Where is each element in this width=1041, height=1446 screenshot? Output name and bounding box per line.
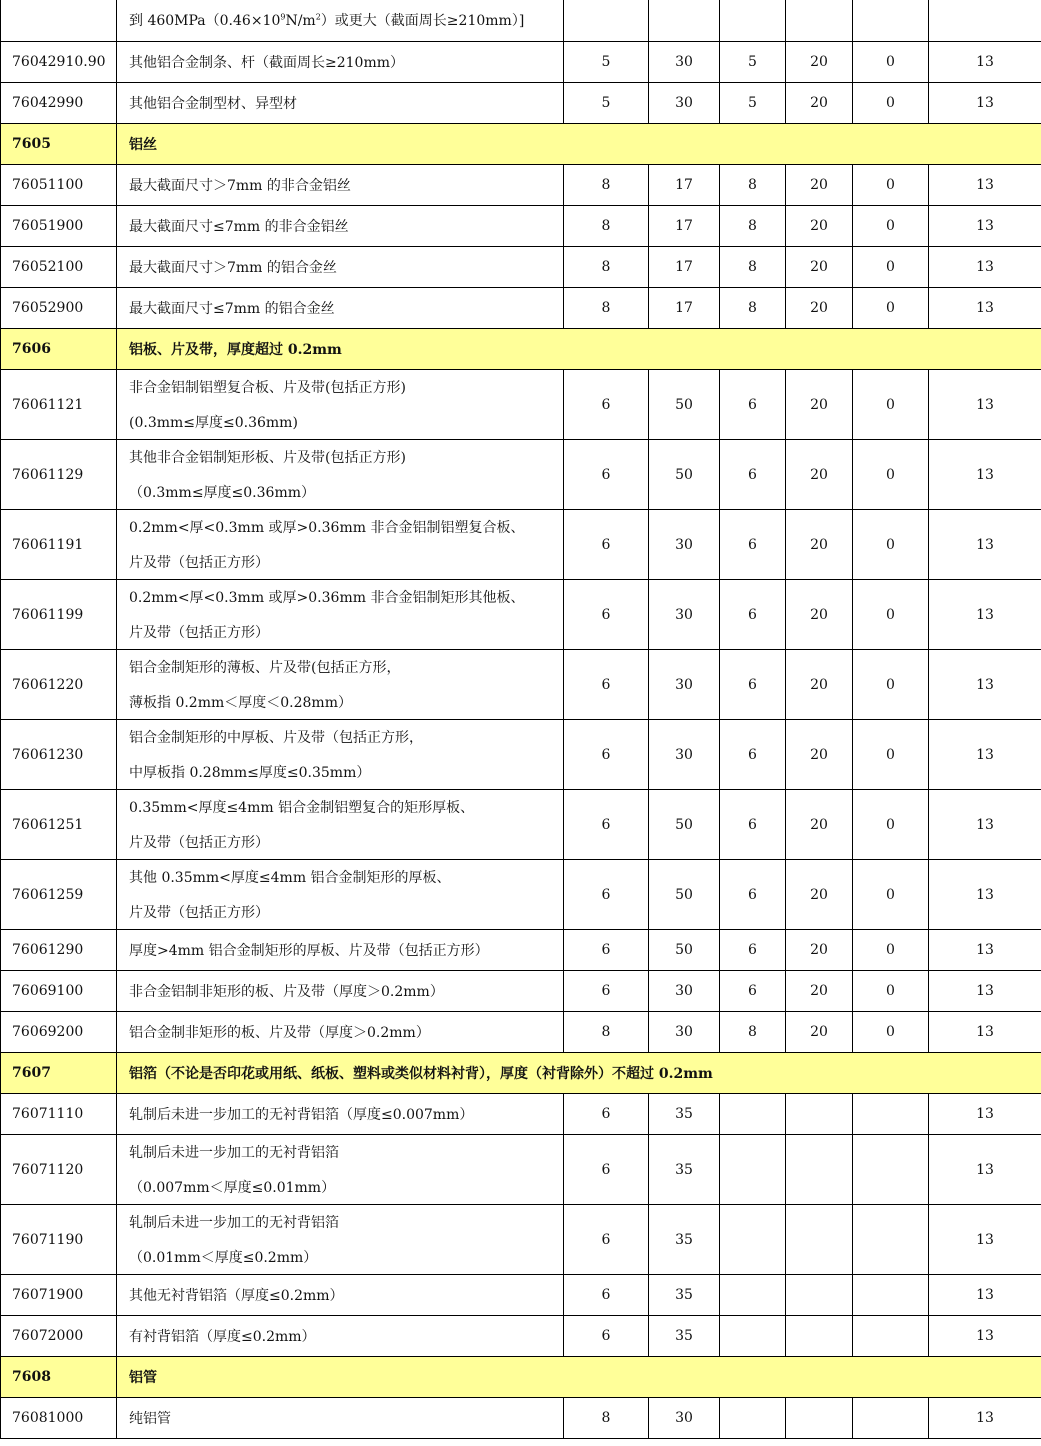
description-line: 铝板、片及带，厚度超过 0.2mm <box>129 342 342 358</box>
description-line: 铝丝 <box>129 137 157 153</box>
rate-cell: 5 <box>564 42 649 83</box>
table-row <box>1 42 1041 83</box>
rate-cell: 13 <box>929 165 1041 206</box>
hs-code-cell: 76061121 <box>1 370 117 440</box>
hs-code-cell: 76081000 <box>1 1398 117 1439</box>
rate-cell: 13 <box>929 1094 1041 1135</box>
rate-cell: 17 <box>649 165 720 206</box>
table-row <box>1 165 1041 206</box>
rate-cell: 30 <box>649 720 720 790</box>
rate-cell: 8 <box>564 1398 649 1439</box>
description-line: 薄板指 0.2mm＜厚度＜0.28mm） <box>129 695 352 711</box>
rate-cell: 6 <box>564 1275 649 1316</box>
rate-cell: 0 <box>853 580 929 650</box>
hs-code-cell: 76071110 <box>1 1094 117 1135</box>
heading-row <box>1 1053 1041 1094</box>
rate-cell: 5 <box>720 42 786 83</box>
rate-cell: 6 <box>720 650 786 720</box>
rate-cell: 17 <box>649 247 720 288</box>
hs-code-cell: 76051900 <box>1 206 117 247</box>
description-line: 其他铝合金制条、杆（截面周长≥210mm） <box>129 55 405 71</box>
rate-cell: 0 <box>853 370 929 440</box>
rate-cell: 0 <box>853 247 929 288</box>
rate-cell: 6 <box>564 580 649 650</box>
description-line: 纯铝管 <box>129 1411 171 1427</box>
description-cell <box>117 1094 564 1135</box>
rate-cell <box>720 1135 786 1205</box>
rate-cell <box>564 0 649 42</box>
table-row <box>1 440 1041 510</box>
rate-cell: 13 <box>929 83 1041 124</box>
description-cell <box>117 247 564 288</box>
table-row <box>1 1205 1041 1275</box>
description-cell <box>117 580 564 650</box>
rate-cell: 13 <box>929 930 1041 971</box>
rate-cell: 0 <box>853 42 929 83</box>
rate-cell: 35 <box>649 1135 720 1205</box>
rate-cell: 20 <box>786 930 853 971</box>
description-line: 轧制后未进一步加工的无衬背铝箔 <box>129 1145 339 1161</box>
description-line: 中厚板指 0.28mm≤厚度≤0.35mm） <box>129 765 371 781</box>
rate-cell: 20 <box>786 288 853 329</box>
rate-cell: 17 <box>649 206 720 247</box>
rate-cell: 6 <box>720 930 786 971</box>
rate-cell: 0 <box>853 860 929 930</box>
hs-code-cell: 76052100 <box>1 247 117 288</box>
rate-cell: 8 <box>564 247 649 288</box>
hs-code-cell: 76042910.90 <box>1 42 117 83</box>
description-cell <box>117 42 564 83</box>
rate-cell: 6 <box>564 1205 649 1275</box>
rate-cell: 35 <box>649 1094 720 1135</box>
rate-cell: 8 <box>564 1012 649 1053</box>
table-row <box>1 510 1041 580</box>
rate-cell: 0 <box>853 971 929 1012</box>
description-cell <box>117 440 564 510</box>
description-cell <box>117 930 564 971</box>
description-cell <box>117 1205 564 1275</box>
rate-cell: 8 <box>564 288 649 329</box>
rate-cell: 20 <box>786 165 853 206</box>
rate-cell: 20 <box>786 790 853 860</box>
rate-cell: 6 <box>564 440 649 510</box>
rate-cell: 13 <box>929 790 1041 860</box>
description-cell <box>117 1135 564 1205</box>
rate-cell: 6 <box>564 860 649 930</box>
rate-cell: 6 <box>564 720 649 790</box>
description-line: 0.35mm<厚度≤4mm 铝合金制铝塑复合的矩形厚板、 <box>129 800 475 816</box>
hs-code-cell: 76061230 <box>1 720 117 790</box>
rate-cell: 6 <box>564 790 649 860</box>
rate-cell: 8 <box>720 165 786 206</box>
rate-cell: 20 <box>786 440 853 510</box>
rate-cell: 13 <box>929 1398 1041 1439</box>
rate-cell: 13 <box>929 1205 1041 1275</box>
table-row <box>1 1135 1041 1205</box>
rate-cell: 30 <box>649 510 720 580</box>
hs-code-cell: 76061129 <box>1 440 117 510</box>
description-cell <box>117 650 564 720</box>
table-row <box>1 650 1041 720</box>
hs-code-cell: 76061290 <box>1 930 117 971</box>
table-row <box>1 720 1041 790</box>
rate-cell: 5 <box>720 83 786 124</box>
rate-cell: 13 <box>929 440 1041 510</box>
table-row <box>1 1398 1041 1439</box>
rate-cell: 6 <box>564 1135 649 1205</box>
rate-cell: 20 <box>786 247 853 288</box>
rate-cell: 30 <box>649 1012 720 1053</box>
rate-cell <box>720 1094 786 1135</box>
description-cell <box>117 971 564 1012</box>
heading-row <box>1 329 1041 370</box>
description-cell: 到 $460MPa(0.46\times 10^9N/m^2)$或更大（截面周长≥210mm）] <box>117 0 564 42</box>
rate-cell: 20 <box>786 83 853 124</box>
rate-cell <box>720 1398 786 1439</box>
description-line: 0.2mm<厚<0.3mm 或厚>0.36mm 非合金铝制矩形其他板、 <box>129 590 525 606</box>
rate-cell: 35 <box>649 1316 720 1357</box>
rate-cell: 30 <box>649 650 720 720</box>
description-line: （0.01mm＜厚度≤0.2mm） <box>129 1250 318 1266</box>
description-line: 铝合金制非矩形的板、片及带（厚度＞0.2mm） <box>129 1025 430 1041</box>
rate-cell: 0 <box>853 790 929 860</box>
rate-cell <box>786 0 853 42</box>
rate-cell <box>786 1316 853 1357</box>
rate-cell: 13 <box>929 370 1041 440</box>
description-cell <box>117 720 564 790</box>
description-cell <box>117 206 564 247</box>
description-line: （0.3mm≤厚度≤0.36mm） <box>129 485 315 501</box>
description-line: 0.2mm<厚<0.3mm 或厚>0.36mm 非合金铝制铝塑复合板、 <box>129 520 525 536</box>
rate-cell: 20 <box>786 206 853 247</box>
description-cell <box>117 1275 564 1316</box>
table-row <box>1 0 1041 42</box>
rate-cell: 13 <box>929 971 1041 1012</box>
hs-code-cell: 7607 <box>1 1053 117 1094</box>
rate-cell: 0 <box>853 83 929 124</box>
description-line: 有衬背铝箔（厚度≤0.2mm） <box>129 1329 316 1345</box>
description-line: （0.007mm＜厚度≤0.01mm） <box>129 1180 336 1196</box>
rate-cell: 6 <box>564 510 649 580</box>
rate-cell: 0 <box>853 206 929 247</box>
hs-code-cell: 76069100 <box>1 971 117 1012</box>
rate-cell: 6 <box>720 580 786 650</box>
description-line: 铝管 <box>129 1370 157 1386</box>
rate-cell: 6 <box>564 1094 649 1135</box>
table-row <box>1 1012 1041 1053</box>
rate-cell <box>786 1398 853 1439</box>
hs-code-cell: 76071190 <box>1 1205 117 1275</box>
description-cell <box>117 124 1041 165</box>
rate-cell <box>853 0 929 42</box>
rate-cell <box>720 0 786 42</box>
table-row <box>1 580 1041 650</box>
table-row <box>1 1275 1041 1316</box>
rate-cell: 13 <box>929 720 1041 790</box>
rate-cell: 8 <box>564 206 649 247</box>
rate-cell: 6 <box>720 510 786 580</box>
rate-cell: 0 <box>853 288 929 329</box>
rate-cell: 20 <box>786 580 853 650</box>
rate-cell: 13 <box>929 650 1041 720</box>
description-line: 最大截面尺寸＞7mm 的非合金铝丝 <box>129 178 351 194</box>
description-line: 片及带（包括正方形） <box>129 905 269 921</box>
table-row <box>1 860 1041 930</box>
rate-cell: 8 <box>720 288 786 329</box>
description-line: 非合金铝制非矩形的板、片及带（厚度＞0.2mm） <box>129 984 444 1000</box>
hs-code-cell: 7605 <box>1 124 117 165</box>
description-line: 厚度>4mm 铝合金制矩形的厚板、片及带（包括正方形） <box>129 943 489 959</box>
rate-cell: 50 <box>649 930 720 971</box>
description-line: 铝合金制矩形的薄板、片及带(包括正方形， <box>129 660 401 676</box>
rate-cell: 20 <box>786 370 853 440</box>
rate-cell: 0 <box>853 650 929 720</box>
description-cell <box>117 288 564 329</box>
hs-code-cell <box>1 0 117 42</box>
rate-cell <box>649 0 720 42</box>
rate-cell: 6 <box>720 971 786 1012</box>
description-cell <box>117 860 564 930</box>
rate-cell: 13 <box>929 1316 1041 1357</box>
rate-cell: 20 <box>786 510 853 580</box>
rate-cell: 0 <box>853 440 929 510</box>
rate-cell: 13 <box>929 288 1041 329</box>
rate-cell: 13 <box>929 42 1041 83</box>
description-cell <box>117 1357 1041 1398</box>
hs-code-cell: 76061251 <box>1 790 117 860</box>
hs-code-cell: 76061199 <box>1 580 117 650</box>
rate-cell: 20 <box>786 650 853 720</box>
rate-cell: 35 <box>649 1275 720 1316</box>
description-line: 铝合金制矩形的中厚板、片及带（包括正方形， <box>129 730 423 746</box>
table-row <box>1 370 1041 440</box>
rate-cell: 30 <box>649 83 720 124</box>
heading-row <box>1 124 1041 165</box>
table-row <box>1 930 1041 971</box>
description-line: 铝箔（不论是否印花或用纸、纸板、塑料或类似材料衬背），厚度（衬背除外）不超过 0.2mm <box>129 1066 713 1082</box>
description-line: 其他非合金铝制矩形板、片及带(包括正方形) <box>129 450 406 466</box>
hs-code-cell: 76051100 <box>1 165 117 206</box>
rate-cell: 6 <box>720 790 786 860</box>
rate-cell <box>853 1398 929 1439</box>
rate-cell: 6 <box>720 720 786 790</box>
table-row <box>1 790 1041 860</box>
hs-code-cell: 76072000 <box>1 1316 117 1357</box>
hs-code-cell: 76061220 <box>1 650 117 720</box>
rate-cell: 35 <box>649 1205 720 1275</box>
rate-cell <box>720 1316 786 1357</box>
rate-cell: 13 <box>929 510 1041 580</box>
rate-cell: 17 <box>649 288 720 329</box>
rate-cell: 13 <box>929 1275 1041 1316</box>
rate-cell: 50 <box>649 440 720 510</box>
hs-code-cell: 7608 <box>1 1357 117 1398</box>
rate-cell <box>786 1135 853 1205</box>
description-cell <box>117 790 564 860</box>
hs-code-cell: 76071900 <box>1 1275 117 1316</box>
hs-code-cell: 76071120 <box>1 1135 117 1205</box>
rate-cell: 30 <box>649 580 720 650</box>
hs-code-cell: 76061259 <box>1 860 117 930</box>
rate-cell: 0 <box>853 930 929 971</box>
hs-code-cell: 76061191 <box>1 510 117 580</box>
hs-code-cell: 76042990 <box>1 83 117 124</box>
rate-cell: 13 <box>929 580 1041 650</box>
description-line: 片及带（包括正方形） <box>129 625 269 641</box>
heading-row <box>1 1357 1041 1398</box>
table-row <box>1 971 1041 1012</box>
description-line: 其他铝合金制型材、异型材 <box>129 96 297 112</box>
description-cell <box>117 83 564 124</box>
table-row <box>1 288 1041 329</box>
rate-cell: 6 <box>564 1316 649 1357</box>
rate-cell: 6 <box>720 860 786 930</box>
description-cell <box>117 510 564 580</box>
rate-cell: 50 <box>649 860 720 930</box>
rate-cell: 13 <box>929 1012 1041 1053</box>
rate-cell: 5 <box>564 83 649 124</box>
description-line: 片及带（包括正方形） <box>129 555 269 571</box>
rate-cell <box>720 1205 786 1275</box>
table-row <box>1 1316 1041 1357</box>
description-line: 其他 0.35mm<厚度≤4mm 铝合金制矩形的厚板、 <box>129 870 451 886</box>
description-cell <box>117 1398 564 1439</box>
rate-cell: 30 <box>649 1398 720 1439</box>
rate-cell <box>853 1316 929 1357</box>
description-cell <box>117 329 1041 370</box>
rate-cell <box>853 1205 929 1275</box>
rate-cell: 20 <box>786 42 853 83</box>
rate-cell: 0 <box>853 165 929 206</box>
rate-cell: 0 <box>853 720 929 790</box>
rate-cell: 6 <box>564 930 649 971</box>
description-line: 最大截面尺寸≤7mm 的非合金铝丝 <box>129 219 349 235</box>
rate-cell <box>853 1135 929 1205</box>
rate-cell <box>720 1275 786 1316</box>
rate-cell: 20 <box>786 720 853 790</box>
description-line: 最大截面尺寸＞7mm 的铝合金丝 <box>129 260 337 276</box>
rate-cell: 6 <box>564 650 649 720</box>
rate-cell: 30 <box>649 971 720 1012</box>
rate-cell: 8 <box>720 206 786 247</box>
rate-cell: 20 <box>786 860 853 930</box>
rate-cell <box>853 1094 929 1135</box>
description-cell <box>117 1053 1041 1094</box>
rate-cell <box>786 1094 853 1135</box>
rate-cell: 6 <box>564 971 649 1012</box>
description-line: 轧制后未进一步加工的无衬背铝箔（厚度≤0.007mm） <box>129 1107 474 1123</box>
rate-cell: 0 <box>853 1012 929 1053</box>
rate-cell <box>786 1205 853 1275</box>
description-line: 片及带（包括正方形） <box>129 835 269 851</box>
table-row <box>1 1094 1041 1135</box>
hs-code-cell: 76069200 <box>1 1012 117 1053</box>
rate-cell: 13 <box>929 860 1041 930</box>
description-line: (0.3mm≤厚度≤0.36mm) <box>129 415 298 431</box>
rate-cell: 8 <box>564 165 649 206</box>
table-row <box>1 247 1041 288</box>
rate-cell: 13 <box>929 247 1041 288</box>
rate-cell: 20 <box>786 1012 853 1053</box>
rate-cell: 20 <box>786 971 853 1012</box>
rate-cell: 0 <box>853 510 929 580</box>
rate-cell: 6 <box>564 370 649 440</box>
rate-cell: 8 <box>720 247 786 288</box>
rate-cell: 50 <box>649 790 720 860</box>
rate-cell: 13 <box>929 206 1041 247</box>
description-cell <box>117 1012 564 1053</box>
rate-cell: 13 <box>929 1135 1041 1205</box>
rate-cell: 8 <box>720 1012 786 1053</box>
rate-cell: 6 <box>720 370 786 440</box>
description-cell <box>117 1316 564 1357</box>
rate-cell: 6 <box>720 440 786 510</box>
description-line: 非合金铝制铝塑复合板、片及带(包括正方形) <box>129 380 406 396</box>
table-row <box>1 206 1041 247</box>
rate-cell: 30 <box>649 42 720 83</box>
rate-cell: 50 <box>649 370 720 440</box>
description-cell <box>117 165 564 206</box>
hs-code-cell: 76052900 <box>1 288 117 329</box>
description-line: 最大截面尺寸≤7mm 的铝合金丝 <box>129 301 335 317</box>
rate-cell <box>853 1275 929 1316</box>
description-line: 其他无衬背铝箔（厚度≤0.2mm） <box>129 1288 344 1304</box>
rate-cell <box>786 1275 853 1316</box>
description-line: 轧制后未进一步加工的无衬背铝箔 <box>129 1215 339 1231</box>
table-row <box>1 83 1041 124</box>
hs-code-cell: 7606 <box>1 329 117 370</box>
description-cell <box>117 370 564 440</box>
rate-cell <box>929 0 1041 42</box>
